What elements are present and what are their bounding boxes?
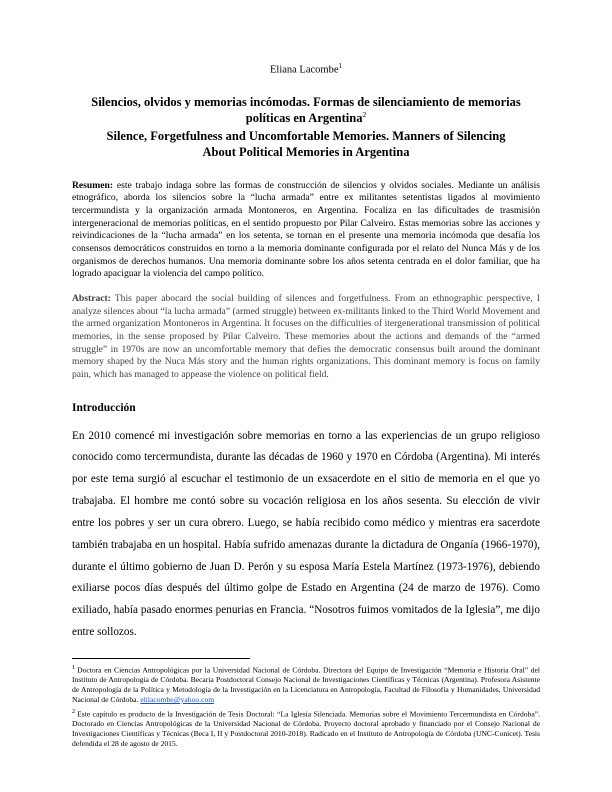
author-name: Eliana Lacombe [269, 64, 339, 76]
page-footer-spacer [72, 752, 540, 756]
title-english: Silence, Forgetfulness and Uncomfortable Memories. Manners of Silencing About Political Memories in Argentina [106, 128, 506, 159]
abstract-english-label: Abstract: [72, 292, 111, 304]
abstract-spanish-label: Resumen: [72, 179, 114, 191]
title-spanish-text: Silencios, olvidos y memorias incómodas. Formas de silenciamiento de memorias políticas en Argentina [91, 94, 521, 125]
abstract-english-text: This paper abocard the social building of silences and forgetfulness. From an ethnographic perspective, I analyze silences about “la lucha armada” (armed struggle) between ex-militants linked to the Third World Movement and the armed organization Montoneros in Argentina. It focuses on the difficulties of itergenerational transmission of political memories, in the sense proposed by Pilar Calveiro. These memories about the actions and demands of the “armed struggle” in 1970s are now an uncomfortable memory that defies the democratic consensus built around the dominant memory shaped by the Nuca Más story and the human rights organizations. This dominant memory is focus on family pain, which has managed to appease the violence on political field. [72, 292, 540, 380]
author-line [72, 62, 540, 76]
footnote-1-marker: 1 [72, 663, 76, 671]
footnote-1-email-link[interactable]: elilacombe@yahoo.com [140, 695, 215, 705]
footnotes-area [72, 664, 540, 749]
title-footnote-marker: 2 [362, 109, 367, 119]
section-heading-introduccion: Introducción [72, 401, 136, 414]
footnote-2-text: Este capítulo es producto de la Investigación de Tesis Doctoral: “La Iglesia Silenciada. Memorias sobre el Movimiento Tercermundista en Córdoba”. Doctorado en Ciencias Antropológicas de la Universidad Nacional de Córdoba. Proyecto doctoral aprobado y financiado por el Consejo Nacional de Investigaciones Científicas y Técnicas (Beca I, II y Postdoctoral 2010-2018). Radicado en el Instituto de Antropología de Córdoba (UNC-Conicet). Tesis defendida el 28 de agosto de 2015. [72, 709, 540, 749]
abstract-english [72, 293, 540, 382]
footnote-2 [72, 708, 540, 749]
author-footnote-marker: 1 [338, 62, 342, 70]
footnote-separator [72, 658, 250, 659]
title-spanish [72, 94, 540, 126]
abstract-spanish-text: este trabajo indaga sobre las formas de construcción de silencios y olvidos sociales. Mediante un análisis etnográfico, aborda los silencios sobre la “lucha armada” entre ex militantes setentistas ligados al movimiento tercermundista y la organización armada Montoneros, en Argentina. Focaliza en las dificultades de trasmisión intergeneracional de memorias políticas, en el sentido propuesto por Pilar Calveiro. Estas memorias sobre las acciones y reivindicaciones de la “lucha armada” en los setenta, se tornan en el presente una memoria incómoda que desafía los consensos democráticos construidos en torno a la memoria dominante configurada por el relato del Nunca Más y de los organismos de derechos humanos. Una memoria dominante sobre los años setenta centrada en el dolor familiar, que ha logrado apaciguar la violencia del campo político. [72, 179, 540, 280]
abstract-spanish [72, 180, 540, 281]
footnote-2-marker: 2 [72, 707, 76, 715]
footnote-1 [72, 664, 540, 705]
body-paragraph: En 2010 comencé mi investigación sobre memorias en torno a las experiencias de un grupo religioso conocido como tercermundista, durante las décadas de 1960 y 1970 en Córdoba (Argentina). Mi interés por este tema surgió al escuchar el testimonio de un exsacerdote en el sitio de memoria en el que yo trabajaba. El hombre me contó sobre su vocación religiosa en los años sesenta. Su elección de vivir entre los pobres y ser un cura obrero. Luego, se había recibido como médico y mientras era sacerdote también trabajaba en un hospital. Había sufrido amenazas durante la dictadura de Onganía (1966-1970), durante el último gobierno de Juan D. Perón y su esposa María Estela Martínez (1973-1976), debiendo exiliarse pocos días después del último golpe de Estado en Argentina (24 de marzo de 1976). Como exiliado, había pasado enormes penurias en Francia. “Nosotros fuimos vomitados de la Iglesia”, me dijo entre sollozos. [72, 429, 540, 639]
footnote-1-text: Doctora en Ciencias Antropológicas por la Universidad Nacional de Córdoba. Directora del Equipo de Investigación “Memoria e Historia Oral” del Instituto de Antropología de Córdoba. Becaria Postdoctoral Consejo Nacional de Investigaciones Científicas y Técnicas (Argentina). Profesora Asistente de Antropología de la Política y Metodología de la Investigación en la Licenciatura en Antropología, Facultad de Filosofía y Humanidades, Universidad Nacional de Córdoba. [72, 665, 540, 705]
